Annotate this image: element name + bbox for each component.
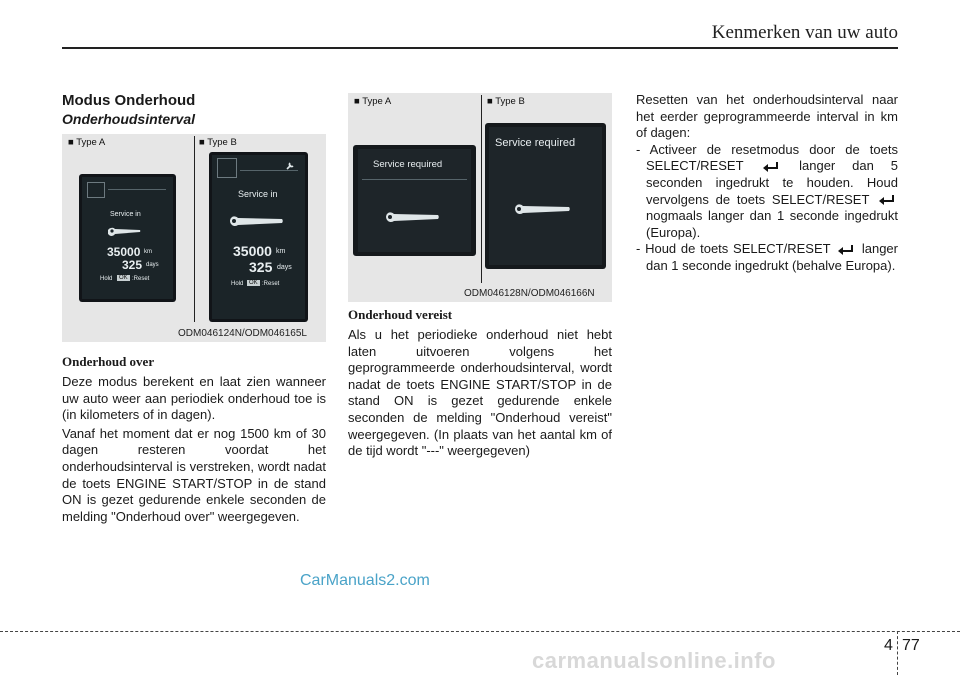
screen2a-line bbox=[362, 179, 467, 180]
figure-service-required bbox=[348, 93, 612, 302]
heading-onderhoud-vereist: Onderhoud vereist bbox=[348, 307, 453, 322]
screen2a-panel bbox=[358, 149, 471, 252]
screen-a-days-unit: days bbox=[146, 262, 159, 268]
figure2-divider bbox=[481, 95, 482, 283]
figure2-type-a-label: ■ Type A bbox=[354, 96, 392, 107]
figure1-type-a-label: ■ Type A bbox=[68, 137, 106, 148]
screen-b-service-in: Service in bbox=[238, 189, 278, 199]
screen-b-panel bbox=[212, 155, 305, 319]
cluster-screen-type-b bbox=[209, 152, 308, 322]
section-subtitle: Onderhoudsinterval bbox=[62, 111, 196, 127]
screen-b-topline bbox=[240, 170, 298, 171]
enter-key-icon bbox=[760, 161, 782, 173]
header-title: Kenmerken van uw auto bbox=[711, 22, 898, 43]
enter-key-icon bbox=[835, 244, 857, 256]
wrench-icon bbox=[108, 225, 146, 237]
screen-a-topline bbox=[108, 189, 166, 190]
screen-a-reset: :Reset bbox=[132, 276, 150, 282]
wrench-icon-warning-b bbox=[513, 201, 575, 217]
figure-service-in bbox=[62, 134, 326, 342]
col1-paragraph-2: Vanaf het moment dat er nog 1500 km of 30 dagen resteren voordat het onderhoudsinterval is verstreken, wordt nadat de toets ENGINE START/STOP in de stand ON is gezet gedurende enkele seconden de melding "Onderhoud over" weergegeven. bbox=[62, 425, 326, 524]
column-3-text bbox=[636, 92, 898, 275]
screen-a-hold: Hold bbox=[100, 276, 113, 282]
reset-step-2-part-b: langer dan 1 seconde ingedrukt (behalve Europa). bbox=[646, 241, 898, 273]
col1-paragraph-1: Deze modus berekent en laat zien wanneer uw auto weer aan periodiek onderhoud toe is (in kilometers of in dagen). bbox=[62, 374, 326, 423]
reset-step-1-part-b: langer dan 5 seconden ingedrukt te houden. Houd vervolgens de toets SELECT/RESET bbox=[646, 158, 898, 207]
wrench-icon-b bbox=[228, 213, 288, 229]
screen-a-km-value: 35000 bbox=[107, 245, 141, 259]
screen-b-hold: Hold bbox=[231, 281, 244, 287]
screen-b-reset: :Reset bbox=[262, 281, 280, 287]
screen-b-days-unit: days bbox=[277, 264, 292, 271]
reset-step-1 bbox=[636, 142, 898, 242]
service-required-text-b: Service required bbox=[495, 137, 576, 149]
reset-step-1-part-a: - Activeer de resetmodus door de toets SELECT/RESET bbox=[636, 141, 898, 174]
figure1-type-b-label: ■ Type B bbox=[199, 137, 237, 148]
service-required-text-a: Service required bbox=[373, 159, 443, 170]
reset-step-2-part-a: - Houd de toets SELECT/RESET bbox=[636, 241, 831, 257]
watermark-link[interactable]: CarManuals2.com bbox=[300, 572, 430, 589]
header-rule bbox=[62, 47, 898, 49]
col2-paragraph-1: Als u het periodieke onderhoud niet hebt laten uitvoeren volgens het geprogrammeerde onderhoudsinterval, wordt nadat de toets ENGINE START/STOP in de stand ON is gezet gedurende enkele seconden de melding "Onderhoud vereist" weergegeven. (In plaats van het aantal km of de tijd wordt "---" weergegeven) bbox=[348, 327, 612, 459]
screen-b-ok-badge: OK bbox=[249, 280, 258, 286]
footer-rule bbox=[0, 631, 960, 632]
screen-b-km-value: 35000 bbox=[233, 243, 272, 259]
reset-step-2 bbox=[636, 241, 898, 274]
section-title: Modus Onderhoud bbox=[62, 92, 196, 109]
screen2b-panel bbox=[489, 127, 602, 265]
figure2-caption: ODM046128N/ODM046166N bbox=[464, 288, 595, 299]
figure1-caption: ODM046124N/ODM046165L bbox=[178, 328, 307, 339]
col3-intro: Resetten van het onderhoudsinterval naar het eerder geprogrammeerde interval in km of dagen: bbox=[636, 92, 898, 141]
footer-vertical-rule bbox=[897, 631, 898, 675]
screen-b-km-unit: km bbox=[276, 248, 286, 255]
column-1-text bbox=[62, 354, 326, 525]
screen-a-ok-badge: OK bbox=[119, 275, 128, 281]
chapter-number: 4 bbox=[884, 637, 893, 654]
screen-a-km-unit: km bbox=[144, 249, 152, 255]
heading-onderhoud-over: Onderhoud over bbox=[62, 354, 155, 369]
figure2-type-b-label: ■ Type B bbox=[487, 96, 525, 107]
screen-a-service-in: Service in bbox=[110, 211, 141, 218]
warning-screen-type-b bbox=[485, 123, 606, 269]
wrench-icon-warning-a bbox=[384, 209, 444, 225]
page-number: 77 bbox=[902, 637, 920, 654]
service-icon-box bbox=[87, 182, 105, 198]
cluster-screen-type-a bbox=[79, 174, 176, 302]
service-icon-box-b bbox=[217, 158, 237, 178]
footer-brand-watermark: carmanualsonline.info bbox=[532, 648, 776, 673]
screen-a-panel bbox=[82, 177, 173, 299]
screen-a-days-value: 325 bbox=[122, 258, 143, 272]
column-2-text bbox=[348, 307, 612, 460]
screen-b-days-value: 325 bbox=[249, 259, 273, 275]
enter-key-icon bbox=[876, 194, 898, 206]
warning-screen-type-a bbox=[353, 145, 476, 256]
figure1-divider bbox=[194, 136, 195, 322]
reset-step-1-part-c: nogmaals langer dan 1 seconde ingedrukt (Europa). bbox=[646, 208, 898, 240]
